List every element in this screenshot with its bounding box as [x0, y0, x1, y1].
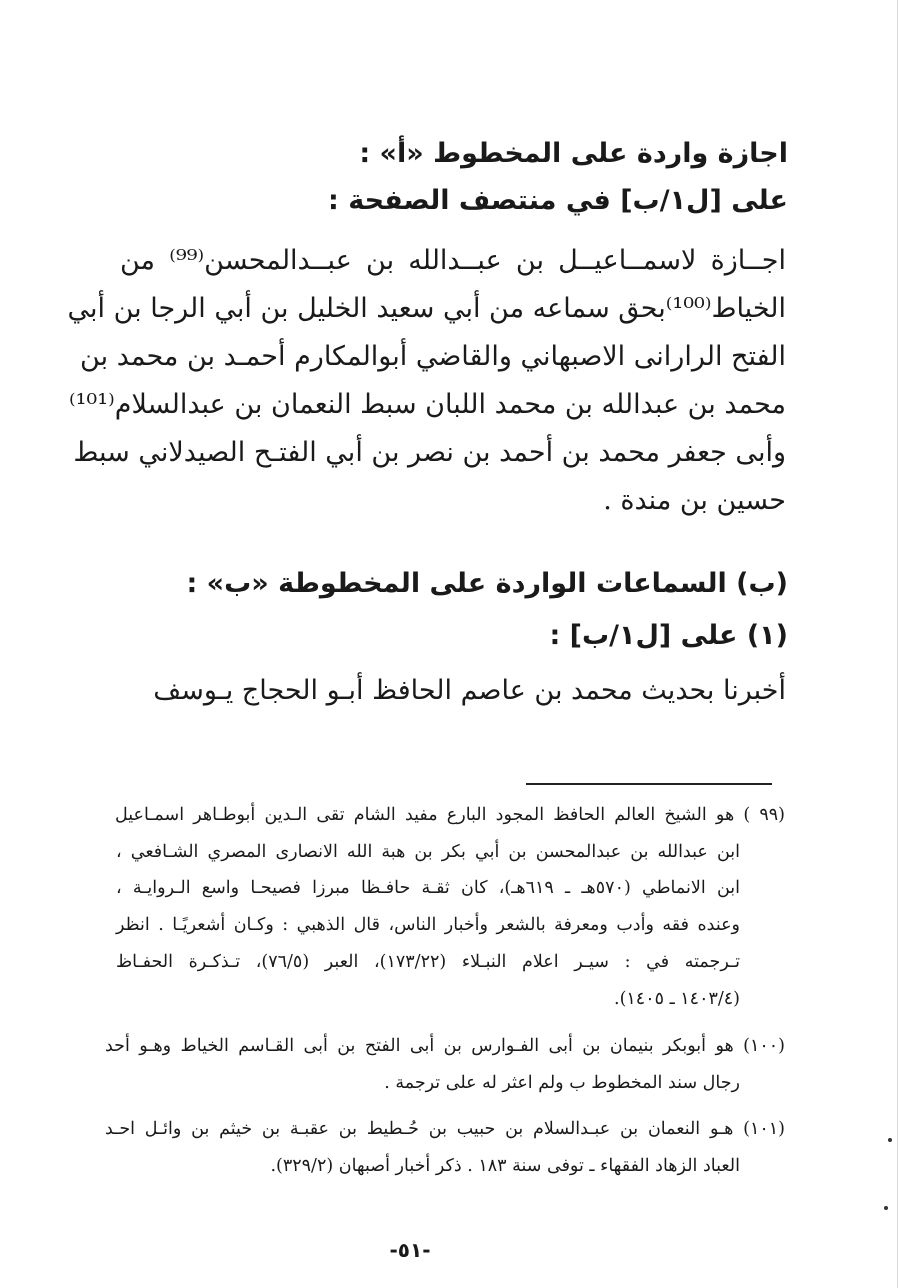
footnote-99-line: (١٤٠٣/٤ ـ ١٤٠٥). — [614, 989, 740, 1009]
section-b-heading: (ب) السماعات الواردة على المخطوطة «ب» : — [186, 568, 788, 599]
page-number: -٥١- — [389, 1238, 431, 1262]
paragraph-line: محمد بن عبدالله بن محمد اللبان سبط النعمان بن عبدالسلام⁽¹⁰¹⁾ — [68, 389, 786, 420]
section-a-heading: اجازة واردة على المخطوط «أ» : — [359, 138, 788, 169]
page-edge-shadow — [897, 0, 898, 1288]
footnote-101-line: العباد الزهاد الفقهاء ـ توفى سنة ١٨٣ . ذكر أخبار أصبهان (٣٢٩/٢). — [270, 1156, 740, 1176]
footnote-99-line: ابن الانماطي (٥٧٠هـ ـ ٦١٩هـ)، كان ثقـة حافـظا مبرزا فصيحـا واسع الـروايـة ، — [116, 878, 741, 898]
section-b-subheading: (١) على [ل١/ب] : — [549, 620, 788, 651]
footnote-99-line: وعنده فقه وأدب ومعرفة بالشعر وأخبار الناس، قال الذهبي : وكـان أشعريًـا . انظر — [116, 915, 740, 935]
footnote-separator — [526, 783, 772, 785]
paragraph-line: الفتح الرارانى الاصبهاني والقاضي أبوالمكارم أحمـد بن محمد بن — [80, 341, 786, 372]
paragraph-line: الخياط⁽¹⁰⁰⁾بحق سماعه من أبي سعيد الخليل بن أبي الرجا بن أبي — [67, 293, 786, 324]
paragraph-line: اجــازة لاسمــاعيــل بن عبــدالله بن عبــدالمحسن⁽⁹⁹⁾ من — [120, 245, 786, 276]
footnote-99-line: (٩٩ ) هو الشيخ العالم الحافظ المجود البارع مفيد الشام تقى الـدين أبوطـاهر اسمـاعيل — [115, 805, 785, 825]
scan-speck — [884, 1206, 888, 1210]
paragraph-line: وأبى جعفر محمد بن أحمد بن نصر بن أبي الفتـح الصيدلاني سبط — [73, 437, 786, 468]
footnote-101-line: (١٠١) هـو النعمان بن عبـدالسلام بن حبيب بن حُـطيط بن عقبـة بن خيثم بن وائـل احـد — [105, 1119, 785, 1139]
footnote-99-line: ابن عبدالله بن عبدالمحسن بن أبي بكر بن هبة الله الانصارى المصري الشـافعي ، — [116, 842, 740, 862]
section-a-subheading: على [ل١/ب] في منتصف الصفحة : — [328, 185, 788, 216]
scan-speck — [888, 1138, 892, 1142]
paragraph-line: حسين بن مندة . — [603, 485, 786, 516]
footnote-100-line: (١٠٠) هو أبوبكر بنيمان بن أبى الفـوارس بن أبى الفتح بن أبى القـاسم الخياط وهـو أحد — [105, 1036, 785, 1056]
paragraph-line: أخبرنا بحديث محمد بن عاصم الحافظ أبـو الحجاج يـوسف — [153, 675, 786, 706]
footnote-99-line: تـرجمته في : سيـر اعلام النبـلاء (١٧٣/٢٢)، العبر (٧٦/٥)، تـذكـرة الحفـاظ — [116, 952, 740, 972]
footnote-100-line: رجال سند المخطوط ب ولم اعثر له على ترجمة . — [384, 1073, 740, 1093]
